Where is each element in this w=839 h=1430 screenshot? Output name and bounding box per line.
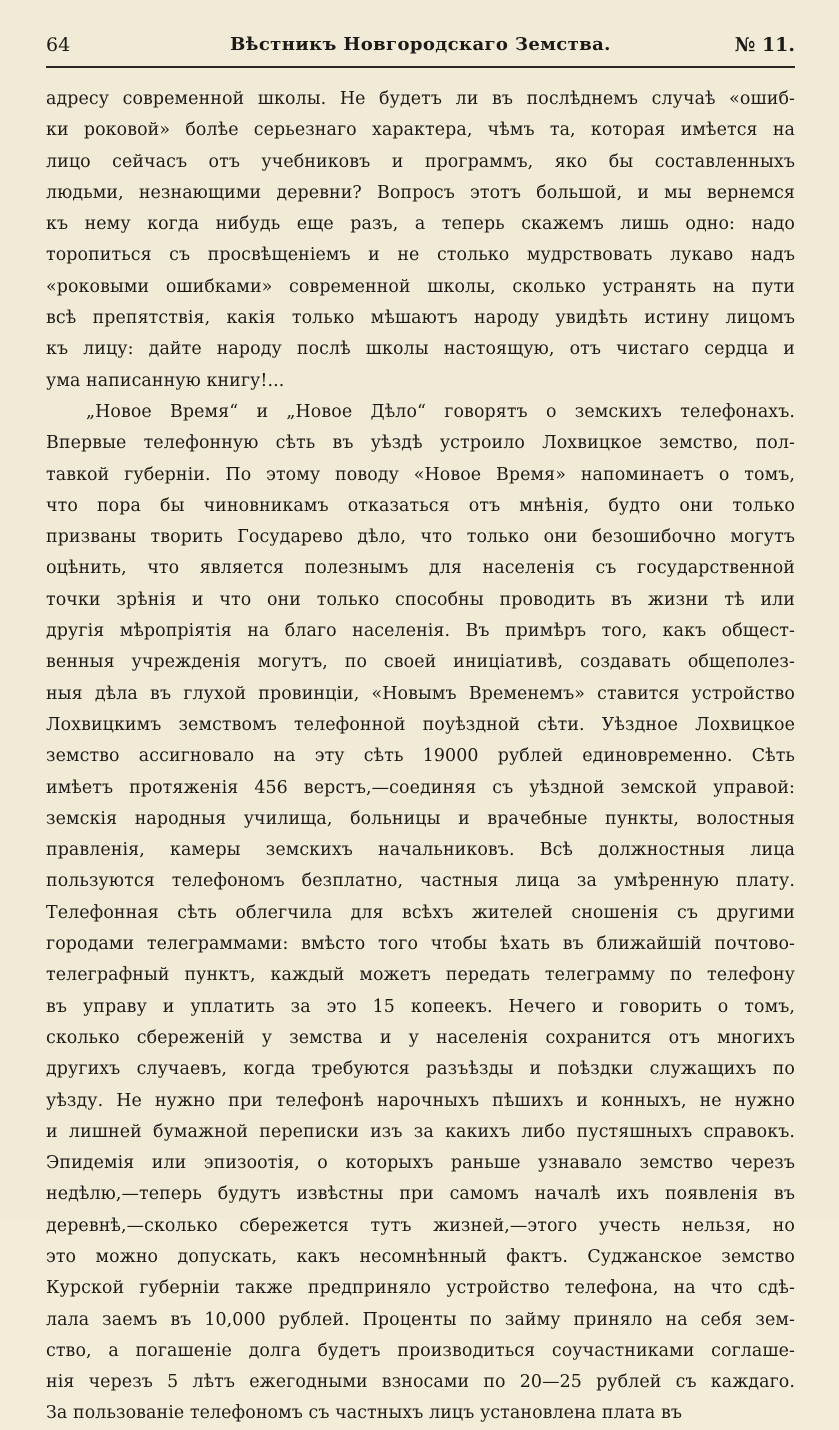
text-line: всѣ препятствія, какія только мѣшаютъ народу увидѣть истину лицомъ — [46, 308, 795, 329]
text-line: призваны творить Государево дѣло, что только они безошибочно могутъ — [46, 527, 795, 548]
text-line: Лохвицкимъ земствомъ телефонной поуѣздной сѣти. Уѣздное Лохвицкое — [46, 714, 795, 735]
text-line: другія мѣропріятія на благо населенія. Въ примѣръ того, какъ общест- — [46, 621, 795, 642]
text-line: въ управу и уплатить за это 15 копеекъ. Нечего и говорить о томъ, — [46, 996, 795, 1017]
text-line: недѣлю,—теперь будутъ извѣстны при самомъ началѣ ихъ появленія въ — [46, 1184, 795, 1205]
text-line: точки зрѣнія и что они только способны проводить въ жизни тѣ или — [46, 589, 795, 610]
text-line: уѣзду. Не нужно при телефонѣ нарочныхъ пѣшихъ и конныхъ, не нужно — [46, 1090, 795, 1111]
text-line: другихъ случаевъ, когда требуются разъѣзды и поѣздки служащихъ по — [46, 1059, 795, 1080]
text-line: ки роковой» болѣе серьезнаго характера, чѣмъ та, которая имѣется на — [46, 120, 795, 141]
text-line: торопиться съ просвѣщеніемъ и не столько мудрствовать лукаво надъ — [46, 245, 795, 266]
text-line: Впервые телефонную сѣть въ уѣздѣ устроило Лохвицкое земство, пол- — [46, 433, 795, 454]
text-line: правленія, камеры земскихъ начальниковъ. Всѣ должностныя лица — [46, 840, 795, 861]
text-line: «роковыми ошибками» современной школы, сколько устранять на пути — [46, 276, 795, 297]
text-line: Курской губерніи также предприняло устройство телефона, на что сдѣ- — [46, 1278, 795, 1299]
text-line: имѣетъ протяженія 456 верстъ,—соединяя съ уѣздной земской управой: — [46, 777, 795, 798]
text-line: телеграфный пунктъ, каждый можетъ передать телеграмму по телефону — [46, 965, 795, 986]
text-line: тавкой губерніи. По этому поводу «Новое Время» напоминаетъ о томъ, — [46, 464, 795, 485]
text-line: венныя учрежденія могутъ, по своей иниціативѣ, создавать общеполез- — [46, 652, 795, 673]
text-line: ныя дѣла въ глухой провинціи, «Новымъ Временемъ» ставится устройство — [46, 683, 795, 704]
text-line: лала заемъ въ 10,000 рублей. Проценты по займу приняло на себя зем- — [46, 1309, 795, 1330]
text-line: земскія народныя училища, больницы и врачебные пункты, волостныя — [46, 808, 795, 829]
text-line: сколько сбереженій у земства и у населенія сохранится отъ многихъ — [46, 1027, 795, 1048]
text-line: нія черезъ 5 лѣтъ ежегодными взносами по 20—25 рублей съ каждаго. — [46, 1372, 795, 1393]
text-line: „Новое Время“ и „Новое Дѣло“ говорятъ о земскихъ телефонахъ. — [86, 401, 795, 422]
text-line: Эпидемія или эпизоотія, о которыхъ раньше узнавало земство черезъ — [46, 1153, 795, 1174]
text-line: и лишней бумажной переписки изъ за какихъ либо пустяшныхъ справокъ. — [46, 1121, 795, 1142]
text-line: къ лицу: дайте народу послѣ школы настоящую, отъ чистаго сердца и — [46, 339, 795, 360]
text-line: ума написанную книгу!... — [46, 370, 285, 391]
text-line: что пора бы чиновникамъ отказаться отъ мнѣнія, будто они только — [46, 495, 795, 516]
page-number: 64 — [46, 34, 71, 56]
text-line: лицо сейчасъ отъ учебниковъ и программъ, яко бы составленныхъ — [46, 151, 795, 172]
text-line: оцѣнить, что является полезнымъ для населенія съ государственной — [46, 558, 795, 579]
text-line: адресу современной школы. Не будетъ ли въ послѣднемъ случаѣ «ошиб- — [46, 89, 795, 109]
text-line: За пользованіе телефономъ съ частныхъ лицъ установлена плата въ — [46, 1403, 683, 1424]
text-line: къ нему когда нибудь еще разъ, а теперь скажемъ лишь одно: надо — [46, 214, 795, 235]
text-line: пользуются телефономъ безплатно, частныя лица за умѣренную плату. — [46, 871, 795, 892]
page-header — [46, 26, 795, 68]
text-line: деревнѣ,—сколько сбережется тутъ жизней,—этого учесть нельзя, но — [46, 1215, 795, 1236]
text-line: городами телеграммами: вмѣсто того чтобы ѣхать въ ближайшій почтово- — [46, 934, 795, 955]
text-line: Телефонная сѣть облегчила для всѣхъ жителей сношенія съ другими — [46, 902, 795, 923]
article-body — [46, 84, 795, 1430]
issue-number: № 11. — [734, 34, 795, 56]
text-line: ство, а погашеніе долга будетъ производиться соучастниками соглаше- — [46, 1340, 795, 1361]
journal-title: Вѣстникъ Новгородскаго Земства. — [230, 34, 611, 55]
text-line: это можно допускать, какъ несомнѣнный фактъ. Суджанское земство — [46, 1246, 795, 1267]
text-line: земство ассигновало на эту сѣть 19000 рублей единовременно. Сѣть — [46, 746, 795, 767]
text-line: людьми, незнающими деревни? Вопросъ этотъ большой, и мы вернемся — [46, 182, 795, 203]
